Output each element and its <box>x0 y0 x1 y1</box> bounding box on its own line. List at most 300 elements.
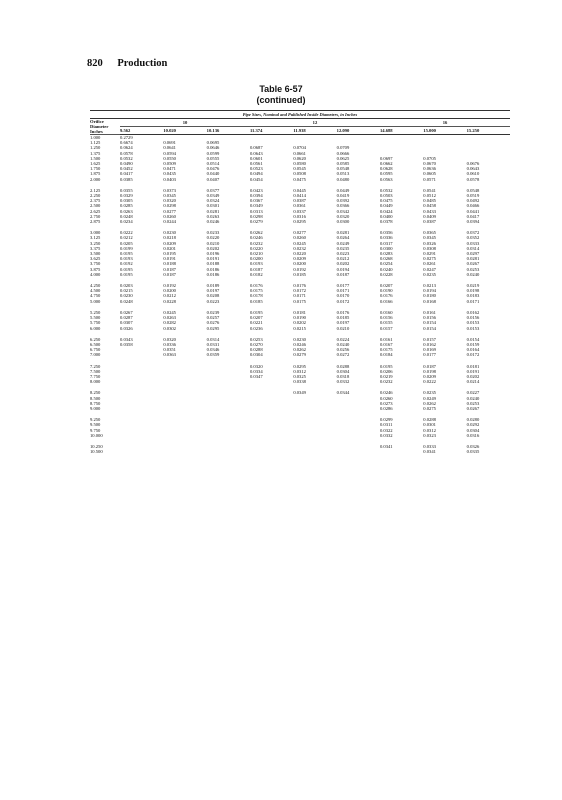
value-cell <box>293 449 336 454</box>
value-cell: 0.0341 <box>423 449 436 455</box>
value-cell: 0.0264 <box>336 235 350 241</box>
id-header: 11.374 <box>250 126 293 134</box>
orifice-cell: 3.750 <box>90 261 101 267</box>
value-cell: 0.0268 <box>379 256 393 262</box>
value-cell: 0.0301 <box>423 422 436 428</box>
value-cell: 0.0166 <box>379 298 393 304</box>
value-cell: 0.0313 <box>249 208 263 214</box>
value-cell: 0.0316 <box>293 213 306 219</box>
value-cell: 0.0297 <box>466 251 480 257</box>
value-cell: 0.0273 <box>379 400 393 406</box>
value-cell: 0.0317 <box>379 240 393 246</box>
value-cell: 0.0257 <box>206 315 220 321</box>
value-cell: 0.0230 <box>120 293 133 299</box>
value-cell: 0.0318 <box>336 373 350 379</box>
orifice-cell: 7.750 <box>90 373 101 379</box>
value-cell: 0.0480 <box>336 176 350 182</box>
orifice-cell: 1.500 <box>90 155 101 161</box>
value-cell: 0.0263 <box>163 315 176 321</box>
value-cell: 0.0332 <box>379 432 393 438</box>
value-cell: 0.0532 <box>379 187 393 193</box>
value-cell: 0.0223 <box>336 251 350 257</box>
value-cell: 0.0307 <box>120 320 133 326</box>
value-cell: 0.0209 <box>293 256 306 262</box>
value-cell: 0.0349 <box>206 193 220 199</box>
value-cell: 0.0176 <box>336 309 350 315</box>
value-cell: 0.0344 <box>336 390 350 396</box>
value-cell: 0.0449 <box>379 203 393 209</box>
value-cell: 0.0373 <box>163 187 176 193</box>
value-cell: 0.0304 <box>466 427 480 433</box>
value-cell: 0.0207 <box>379 283 393 289</box>
value-cell: 0.0471 <box>163 166 176 172</box>
value-cell: 0.0175 <box>379 347 393 353</box>
value-cell: 0.0610 <box>466 171 480 177</box>
value-cell: 0.0245 <box>163 309 176 315</box>
value-cell: 0.0336 <box>163 341 176 347</box>
value-cell: 0.0197 <box>206 288 220 294</box>
orifice-cell: 5.250 <box>90 309 101 315</box>
value-cell: 0.0221 <box>249 320 263 326</box>
value-cell: 0.0260 <box>379 395 393 401</box>
value-cell: 0.0157 <box>423 336 436 342</box>
value-cell: 0.0159 <box>466 341 480 347</box>
value-cell: 0.0215 <box>120 288 133 294</box>
value-cell: 0.0185 <box>293 271 306 277</box>
value-cell: 0.0220 <box>293 251 306 257</box>
value-cell: 0.0175 <box>293 298 306 304</box>
value-cell: 0.0670 <box>423 161 436 167</box>
value-cell: 0.0218 <box>163 235 176 241</box>
value-cell: 0.0320 <box>163 336 176 342</box>
value-cell: 0.0187 <box>423 363 436 369</box>
value-cell: 0.0209 <box>423 373 436 379</box>
value-cell: 0.0394 <box>249 193 263 199</box>
value-cell: 0.0245 <box>293 240 306 246</box>
orifice-cell: 9.000 <box>90 405 101 411</box>
value-cell: 0.0475 <box>293 176 306 182</box>
value-cell: 0.0336 <box>379 235 393 241</box>
orifice-cell: 6.250 <box>90 336 101 342</box>
orifice-cell: 3.375 <box>90 245 101 251</box>
value-cell: 0.0276 <box>206 320 220 326</box>
value-cell <box>207 449 250 454</box>
value-cell: 0.0209 <box>163 240 176 246</box>
value-cell: 0.0262 <box>293 347 306 353</box>
value-cell: 0.0571 <box>423 176 436 182</box>
value-cell: 0.0171 <box>466 298 480 304</box>
value-cell: 0.0605 <box>423 171 436 177</box>
value-cell: 0.0304 <box>336 368 350 374</box>
value-cell: 0.0643 <box>249 150 263 156</box>
value-cell: 0.0580 <box>293 161 306 167</box>
table-body <box>90 135 510 455</box>
id-header: 15.000 <box>423 126 466 134</box>
value-cell: 0.0194 <box>336 266 350 272</box>
value-cell: 0.0445 <box>293 187 306 193</box>
value-cell: 0.0275 <box>423 256 436 262</box>
value-cell: 0.0361 <box>293 203 306 209</box>
value-cell: 0.0367 <box>249 198 263 204</box>
page-number: 820 <box>87 58 103 69</box>
value-cell: 0.0154 <box>423 320 436 326</box>
value-cell: 0.0366 <box>336 203 350 209</box>
value-cell: 0.0260 <box>293 235 306 241</box>
orifice-cell: 1.000 <box>90 135 101 140</box>
value-cell: 0.0503 <box>379 193 393 199</box>
value-cell: 0.0181 <box>293 309 306 315</box>
value-cell: 0.0333 <box>466 240 480 246</box>
value-cell: 0.0153 <box>466 325 480 331</box>
value-cell: 0.0324 <box>206 198 220 204</box>
value-cell: 0.0417 <box>120 171 133 177</box>
value-cell: 0.0177 <box>423 352 436 358</box>
value-cell: 0.0172 <box>466 352 480 358</box>
value-cell: 0.0320 <box>249 363 263 369</box>
value-cell: 0.0299 <box>379 417 393 423</box>
value-cell: 0.0240 <box>466 271 480 277</box>
orifice-cell: 1.875 <box>90 171 101 177</box>
orifice-cell: 10.250 <box>90 443 103 449</box>
value-cell: 0.0385 <box>120 176 133 182</box>
orifice-cell: 2.125 <box>90 187 101 193</box>
value-cell: 0.0643 <box>466 166 480 172</box>
header-row-sizes <box>90 119 510 126</box>
value-cell: 0.0435 <box>163 171 176 177</box>
value-cell: 0.0279 <box>293 352 306 358</box>
size-header: 12 <box>250 119 380 126</box>
value-cell: 0.0160 <box>379 309 393 315</box>
value-cell: 0.0417 <box>466 213 480 219</box>
value-cell: 0.0219 <box>379 373 393 379</box>
orifice-cell: 6.500 <box>90 341 101 347</box>
orifice-cell: 2.625 <box>90 208 101 214</box>
value-cell: 0.0433 <box>423 208 436 214</box>
value-cell: 0.0181 <box>466 363 480 369</box>
value-cell: 0.0193 <box>249 261 263 267</box>
orifice-cell: 1.250 <box>90 145 101 151</box>
value-cell: 0.0249 <box>336 240 350 246</box>
value-cell: 0.0513 <box>336 171 350 177</box>
value-cell: 0.0466 <box>466 203 480 209</box>
orifice-cell: 2.250 <box>90 193 101 199</box>
value-cell <box>250 449 293 454</box>
id-header: 11.938 <box>293 126 336 134</box>
value-cell: 0.0188 <box>163 261 176 267</box>
value-cell <box>380 449 423 454</box>
value-cell: 0.0281 <box>336 230 350 236</box>
value-cell: 0.0409 <box>423 213 436 219</box>
value-cell: 0.0253 <box>466 400 480 406</box>
value-cell: 0.0285 <box>120 203 133 209</box>
value-cell: 0.0599 <box>206 150 220 156</box>
value-cell: 0.0286 <box>379 405 393 411</box>
value-cell: 0.0254 <box>379 261 393 267</box>
value-cell: 0.0202 <box>293 320 306 326</box>
value-cell: 0.0403 <box>163 176 176 182</box>
value-cell: 0.0705 <box>423 155 436 161</box>
orifice-cell: 1.625 <box>90 161 101 167</box>
value-cell: 0.0263 <box>120 208 133 214</box>
value-cell: 0.0298 <box>249 213 263 219</box>
value-cell: 0.0441 <box>466 208 480 214</box>
value-cell: 0.6674 <box>120 140 133 146</box>
value-cell: 0.0189 <box>206 283 220 289</box>
value-cell: 0.0256 <box>336 347 350 353</box>
orifice-cell: 4.500 <box>90 288 101 294</box>
id-header: 10.020 <box>163 126 206 134</box>
value-cell: 0.0485 <box>423 198 436 204</box>
value-cell: 0.0228 <box>379 271 393 277</box>
value-cell: 0.0210 <box>336 325 350 331</box>
value-cell: 0.0331 <box>206 341 220 347</box>
value-cell: 0.0232 <box>249 240 263 246</box>
orifice-cell: 7.250 <box>90 363 101 369</box>
orifice-cell: 3.875 <box>90 266 101 272</box>
value-cell: 0.0202 <box>336 261 350 267</box>
value-cell: 0.0377 <box>206 187 220 193</box>
value-cell: 0.0208 <box>206 293 220 299</box>
orifice-cell: 4.750 <box>90 293 101 299</box>
value-cell: 0.0200 <box>293 261 306 267</box>
value-cell: 0.0195 <box>120 266 133 272</box>
value-cell: 0.0349 <box>249 203 263 209</box>
orifice-cell: 8.000 <box>90 379 101 385</box>
value-cell: 0.0261 <box>423 261 436 267</box>
value-cell: 0.0246 <box>249 235 263 241</box>
value-cell: 0.0220 <box>249 245 263 251</box>
value-cell: 0.0281 <box>466 256 480 262</box>
value-cell: 0.0295 <box>206 325 220 331</box>
value-cell: 0.0561 <box>249 161 263 167</box>
value-cell: 0.0154 <box>466 336 480 342</box>
value-cell: 0.0188 <box>206 261 220 267</box>
orifice-cell: 10.000 <box>90 432 103 438</box>
value-cell: 0.0262 <box>423 400 436 406</box>
value-cell: 0.0301 <box>206 203 220 209</box>
value-cell: 0.0232 <box>293 245 306 251</box>
value-cell: 0.0267 <box>466 261 480 267</box>
orifice-cell: 9.250 <box>90 417 101 423</box>
value-cell: 0.0312 <box>423 427 436 433</box>
value-cell: 0.0202 <box>206 245 220 251</box>
value-cell: 0.0578 <box>120 150 133 156</box>
value-cell: 0.0201 <box>163 245 176 251</box>
orifice-cell: 1.125 <box>90 140 101 146</box>
value-cell: 0.0156 <box>423 315 436 321</box>
value-cell: 0.0156 <box>379 315 393 321</box>
value-cell: 0.0184 <box>379 352 393 358</box>
value-cell: 0.0595 <box>379 171 393 177</box>
orifice-cell: 5.500 <box>90 315 101 321</box>
value-cell: 0.0214 <box>466 379 480 385</box>
value-cell: 0.0302 <box>163 325 176 331</box>
page-header <box>87 58 167 69</box>
value-cell: 0.0236 <box>249 325 263 331</box>
value-cell: 0.0341 <box>379 443 393 449</box>
value-cell: 0.0191 <box>206 256 220 262</box>
table-row <box>90 449 510 454</box>
value-cell: 0.0280 <box>466 417 480 423</box>
orifice-header: Orifice Diameter Inches <box>90 119 120 135</box>
value-cell: 0.0196 <box>206 251 220 257</box>
value-cell: 0.0253 <box>249 336 263 342</box>
value-cell: 0.0628 <box>379 166 393 172</box>
value-cell: 0.0288 <box>249 347 263 353</box>
value-cell: 0.0625 <box>336 155 350 161</box>
value-cell: 0.0334 <box>249 368 263 374</box>
value-cell: 0.0440 <box>206 171 220 177</box>
data-table-wrapper <box>90 110 510 454</box>
value-cell: 0.0246 <box>293 341 306 347</box>
value-cell: 0.0171 <box>293 293 306 299</box>
value-cell: 0.0272 <box>336 352 350 358</box>
value-cell: 0.0332 <box>336 379 350 385</box>
value-cell: 0.0407 <box>206 176 220 182</box>
value-cell: 0.0176 <box>293 283 306 289</box>
value-cell: 0.0281 <box>206 208 220 214</box>
value-cell: 0.0292 <box>466 422 480 428</box>
value-cell: 0.0312 <box>293 368 306 374</box>
value-cell: 0.0172 <box>293 288 306 294</box>
value-cell: 0.0210 <box>249 251 263 257</box>
orifice-cell: 7.500 <box>90 368 101 374</box>
value-cell: 0.0282 <box>163 320 176 326</box>
id-header: 9.562 <box>120 126 163 134</box>
value-cell: 0.0162 <box>423 341 436 347</box>
value-cell: 0.0247 <box>423 266 436 272</box>
orifice-cell: 2.500 <box>90 203 101 209</box>
value-cell: 0.0200 <box>249 256 263 262</box>
orifice-cell: 4.000 <box>90 271 101 277</box>
orifice-cell: 8.750 <box>90 400 101 406</box>
orifice-cell: 3.125 <box>90 235 101 241</box>
value-cell: 0.0346 <box>206 347 220 353</box>
value-cell: 0.0325 <box>293 373 306 379</box>
value-cell: 0.0198 <box>466 288 480 294</box>
value-cell: 0.0288 <box>336 363 350 369</box>
value-cell: 0.0223 <box>206 298 220 304</box>
value-cell: 0.0326 <box>120 325 133 331</box>
value-cell: 0.0300 <box>379 245 393 251</box>
value-cell: 0.0363 <box>163 352 176 358</box>
value-cell: 0.0300 <box>336 219 350 225</box>
value-cell: 0.0378 <box>379 219 393 225</box>
value-cell: 0.0262 <box>249 230 263 236</box>
value-cell: 0.0288 <box>423 417 436 423</box>
value-cell: 0.0234 <box>120 219 133 225</box>
value-cell: 0.0585 <box>336 161 350 167</box>
id-header: 15.250 <box>467 126 510 134</box>
value-cell: 0.0394 <box>466 219 480 225</box>
value-cell: 0.0154 <box>423 325 436 331</box>
value-cell: 0.0298 <box>163 203 176 209</box>
value-cell: 0.0210 <box>206 240 220 246</box>
value-cell: 0.0283 <box>379 251 393 257</box>
value-cell: 0.0548 <box>336 166 350 172</box>
value-cell: 0.0199 <box>120 245 133 251</box>
value-cell: 0.0253 <box>466 266 480 272</box>
value-cell: 0.0270 <box>249 341 263 347</box>
value-cell: 0.0691 <box>163 140 176 146</box>
value-cell: 0.0356 <box>379 230 393 236</box>
value-cell: 0.0601 <box>249 155 263 161</box>
value-cell: 0.0240 <box>336 341 350 347</box>
value-cell: 0.0326 <box>466 443 480 449</box>
value-cell: 0.0704 <box>293 145 306 151</box>
value-cell: 0.0476 <box>206 166 220 172</box>
value-cell: 0.0176 <box>249 283 263 289</box>
value-cell: 0.0624 <box>120 145 133 151</box>
value-cell: 0.0343 <box>120 336 133 342</box>
value-cell: 0.0195 <box>120 251 133 257</box>
value-cell: 0.0177 <box>336 283 350 289</box>
value-cell: 0.0267 <box>120 309 133 315</box>
value-cell: 0.0532 <box>120 155 133 161</box>
value-cell: 0.0235 <box>423 390 436 396</box>
value-cell: 0.0323 <box>423 432 436 438</box>
value-cell: 0.0202 <box>466 373 480 379</box>
value-cell: 0.0206 <box>379 368 393 374</box>
orifice-cell: 10.500 <box>90 449 103 455</box>
value-cell: 0.0213 <box>423 283 436 289</box>
value-cell: 0.0349 <box>293 390 306 396</box>
value-cell: 0.0352 <box>466 235 480 241</box>
value-cell: 0.0314 <box>206 336 220 342</box>
value-cell: 0.0541 <box>423 187 436 193</box>
value-cell: 0.0161 <box>423 309 436 315</box>
value-cell: 0.0492 <box>466 198 480 204</box>
value-cell: 0.0452 <box>120 166 133 172</box>
value-cell: 0.0314 <box>466 245 480 251</box>
value-cell: 0.0578 <box>466 176 480 182</box>
value-cell: 0.0219 <box>466 283 480 289</box>
value-cell: 0.0162 <box>466 309 480 315</box>
value-cell: 0.0232 <box>379 379 393 385</box>
value-cell: 0.0246 <box>379 390 393 396</box>
value-cell: 0.0205 <box>120 240 133 246</box>
orifice-cell: 8.250 <box>90 390 101 396</box>
value-cell: 0.0620 <box>293 155 306 161</box>
orifice-cell: 5.000 <box>90 298 101 304</box>
value-cell: 0.0192 <box>163 283 176 289</box>
value-cell: 0.0187 <box>336 271 350 277</box>
value-cell: 0.0193 <box>120 256 133 262</box>
id-header: 10.136 <box>207 126 250 134</box>
value-cell: 0.0277 <box>163 208 176 214</box>
value-cell: 0.0186 <box>206 271 220 277</box>
value-cell: 0.0195 <box>163 251 176 257</box>
value-cell: 0.0345 <box>423 235 436 241</box>
value-cell: 0.0666 <box>336 150 350 156</box>
value-cell <box>163 449 206 454</box>
table-title <box>0 84 562 106</box>
value-cell: 0.0305 <box>120 198 133 204</box>
value-cell: 0.0695 <box>206 140 220 146</box>
value-cell: 0.0169 <box>423 347 436 353</box>
value-cell: 0.0454 <box>249 176 263 182</box>
value-cell: 0.0170 <box>336 293 350 299</box>
value-cell: 0.0636 <box>423 166 436 172</box>
value-cell: 0.0697 <box>379 155 393 161</box>
orifice-cell: 2.875 <box>90 219 101 225</box>
value-cell: 0.0200 <box>163 288 176 294</box>
value-cell: 0.0222 <box>120 230 133 236</box>
value-cell: 0.0414 <box>293 193 306 199</box>
value-cell: 0.0387 <box>293 198 306 204</box>
size-header: 10 <box>120 119 250 126</box>
value-cell: 0.2729 <box>120 135 133 140</box>
